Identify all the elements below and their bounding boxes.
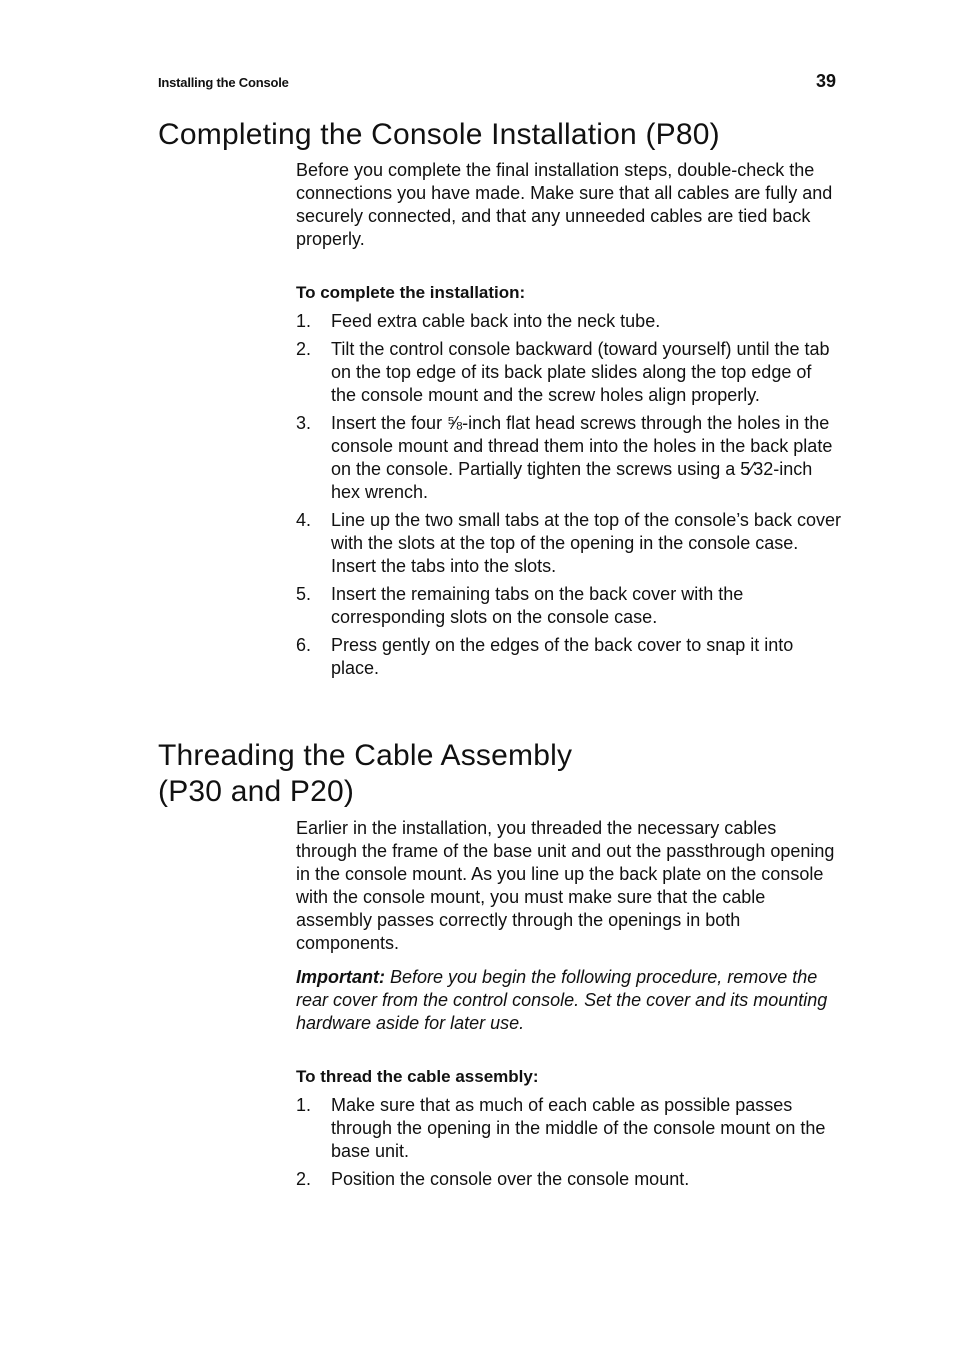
step-number: 1. xyxy=(296,1095,312,1115)
section-title-threading-cable xyxy=(158,738,572,810)
section-title-line2: (P30 and P20) xyxy=(158,775,355,808)
list-item xyxy=(296,1094,841,1163)
section2-intro-paragraph: Earlier in the installation, you threaded the necessary cables through the frame of the base unit and out the passthrough opening in the console mount. As you line up the back plate on the console with the console mount, you must make sure that the cable assembly passes correctly through the openings in both components. xyxy=(296,818,835,953)
step-text: Position the console over the console mount. xyxy=(331,1169,690,1189)
list-item xyxy=(296,509,841,578)
running-title: Installing the Console xyxy=(158,75,289,90)
list-item xyxy=(296,634,841,680)
important-note xyxy=(296,966,841,1035)
step-text: Press gently on the edges of the back cover to snap it into place. xyxy=(331,635,794,678)
list-item xyxy=(296,310,841,333)
step-number: 3. xyxy=(296,413,312,433)
important-note-lead: Important: xyxy=(296,967,385,987)
step-number: 6. xyxy=(296,635,312,655)
section2-body xyxy=(296,817,841,1191)
section1-procedure-heading: To complete the installation: xyxy=(296,283,526,302)
step-number: 1. xyxy=(296,311,312,331)
section1-steps-list xyxy=(296,310,841,680)
section-title-line1: Threading the Cable Assembly xyxy=(158,739,573,772)
step-text: Tilt the control console backward (toward yourself) until the tab on the top edge of its back plate slides along the top edge of the console mount and the screw holes align properly. xyxy=(331,339,830,405)
step-text: Make sure that as much of each cable as possible passes through the opening in the middle of the console mount on the base unit. xyxy=(331,1095,826,1161)
section2-procedure-heading: To thread the cable assembly: xyxy=(296,1067,539,1086)
section1-body xyxy=(296,159,841,680)
section1-intro-paragraph: Before you complete the final installation steps, double-check the connections you have made. Make sure that all cables are fully and securely connected, and that any unneeded cables are tied back properly. xyxy=(296,160,833,249)
list-item xyxy=(296,1168,841,1191)
step-text: Feed extra cable back into the neck tube. xyxy=(331,311,661,331)
step-number: 2. xyxy=(296,339,312,359)
list-item xyxy=(296,583,841,629)
important-note-text: Before you begin the following procedure, remove the rear cover from the control console. Set the cover and its mounting hardware aside for later use. xyxy=(296,967,828,1033)
step-text: Insert the remaining tabs on the back cover with the corresponding slots on the console case. xyxy=(331,584,744,627)
step-number: 4. xyxy=(296,510,312,530)
step-text: Insert the four ⅝-inch flat head screws through the holes in the console mount and thread them into the holes in the back plate on the console. Partially tighten the screws using a 5⁄32-inch hex wrench. xyxy=(331,413,833,502)
step-number: 2. xyxy=(296,1169,312,1189)
list-item xyxy=(296,412,841,504)
section-title-completing-installation: Completing the Console Installation (P80) xyxy=(158,118,720,151)
page-number: 39 xyxy=(815,71,836,91)
section2-steps-list xyxy=(296,1094,841,1191)
running-header xyxy=(158,71,836,94)
step-text: Line up the two small tabs at the top of the console’s back cover with the slots at the top of the opening in the console case. Insert the tabs into the slots. xyxy=(331,510,841,576)
list-item xyxy=(296,338,841,407)
step-number: 5. xyxy=(296,584,312,604)
